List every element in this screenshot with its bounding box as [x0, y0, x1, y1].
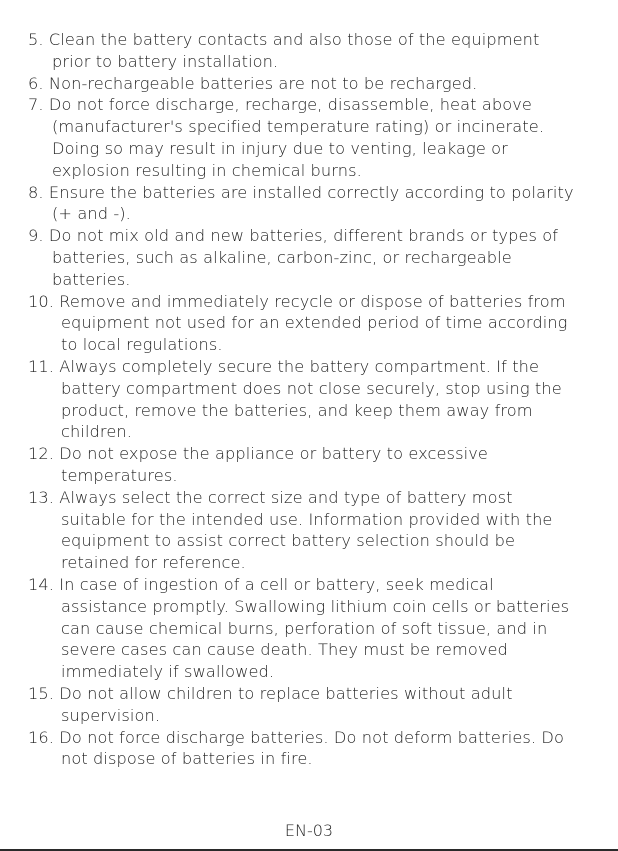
instruction-line: batteries, such as alkaline, carbon-zinc, or rechargeable — [52, 247, 512, 267]
instruction-item-6 — [28, 73, 590, 95]
instruction-line: (manufacturer's specified temperature rating) or incinerate. — [52, 117, 545, 137]
instruction-line: equipment to assist correct battery selection should be — [61, 531, 516, 551]
instruction-line: (+ and -). — [52, 204, 131, 224]
page-number: EN-03 — [284, 821, 334, 840]
instruction-line: equipment not used for an extended period of time according — [61, 313, 568, 333]
instruction-line: 15. Do not allow children to replace batteries without adult — [28, 683, 513, 703]
instruction-line: battery compartment does not close securely, stop using the — [61, 378, 562, 398]
instruction-item-14 — [28, 574, 590, 683]
instruction-line: 14. In case of ingestion of a cell or battery, seek medical — [28, 574, 494, 594]
instruction-item-12 — [28, 443, 590, 487]
instruction-line: 10. Remove and immediately recycle or dispose of batteries from — [28, 291, 566, 311]
instruction-item-5 — [28, 29, 590, 73]
instruction-line: product, remove the batteries, and keep them away from — [61, 400, 533, 420]
instruction-line: immediately if swallowed. — [61, 662, 275, 682]
instruction-item-9 — [28, 225, 590, 290]
instruction-line: temperatures. — [61, 465, 178, 485]
instruction-line: 12. Do not expose the appliance or battery to excessive — [28, 444, 488, 464]
instruction-line: to local regulations. — [61, 335, 223, 355]
battery-safety-instructions — [28, 29, 590, 770]
instruction-line: batteries. — [52, 269, 131, 289]
instruction-line: 13. Always select the correct size and type of battery most — [28, 487, 513, 507]
instruction-line: 16. Do not force discharge batteries. Do not deform batteries. Do — [28, 727, 564, 747]
instruction-item-7 — [28, 94, 590, 181]
instruction-line: 6. Non-rechargeable batteries are not to be recharged. — [28, 73, 478, 93]
instruction-line: explosion resulting in chemical burns. — [52, 160, 362, 180]
instruction-line: Doing so may result in injury due to venting, leakage or — [52, 138, 508, 158]
instruction-line: suitable for the intended use. Information provided with the — [61, 509, 553, 529]
instruction-line: can cause chemical burns, perforation of soft tissue, and in — [61, 618, 548, 638]
instruction-line: 7. Do not force discharge, recharge, disassemble, heat above — [28, 95, 532, 115]
instruction-item-15 — [28, 683, 590, 727]
instruction-item-13 — [28, 487, 590, 574]
instruction-line: 9. Do not mix old and new batteries, different brands or types of — [28, 226, 559, 246]
instruction-line: children. — [61, 422, 132, 442]
instruction-line: supervision. — [61, 705, 161, 725]
instruction-item-8 — [28, 182, 590, 226]
instruction-line: 5. Clean the battery contacts and also those of the equipment — [28, 30, 540, 49]
instruction-item-11 — [28, 356, 590, 443]
instruction-item-10 — [28, 291, 590, 356]
instruction-item-16 — [28, 727, 590, 771]
instruction-line: retained for reference. — [61, 553, 246, 573]
instruction-line: 8. Ensure the batteries are installed correctly according to polarity — [28, 182, 574, 202]
instruction-line: not dispose of batteries in fire. — [61, 749, 313, 769]
instruction-line: severe cases can cause death. They must be removed — [61, 640, 508, 660]
instruction-line: 11. Always completely secure the battery compartment. If the — [28, 356, 540, 376]
instruction-line: prior to battery installation. — [52, 51, 279, 71]
instruction-line: assistance promptly. Swallowing lithium coin cells or batteries — [61, 596, 570, 616]
